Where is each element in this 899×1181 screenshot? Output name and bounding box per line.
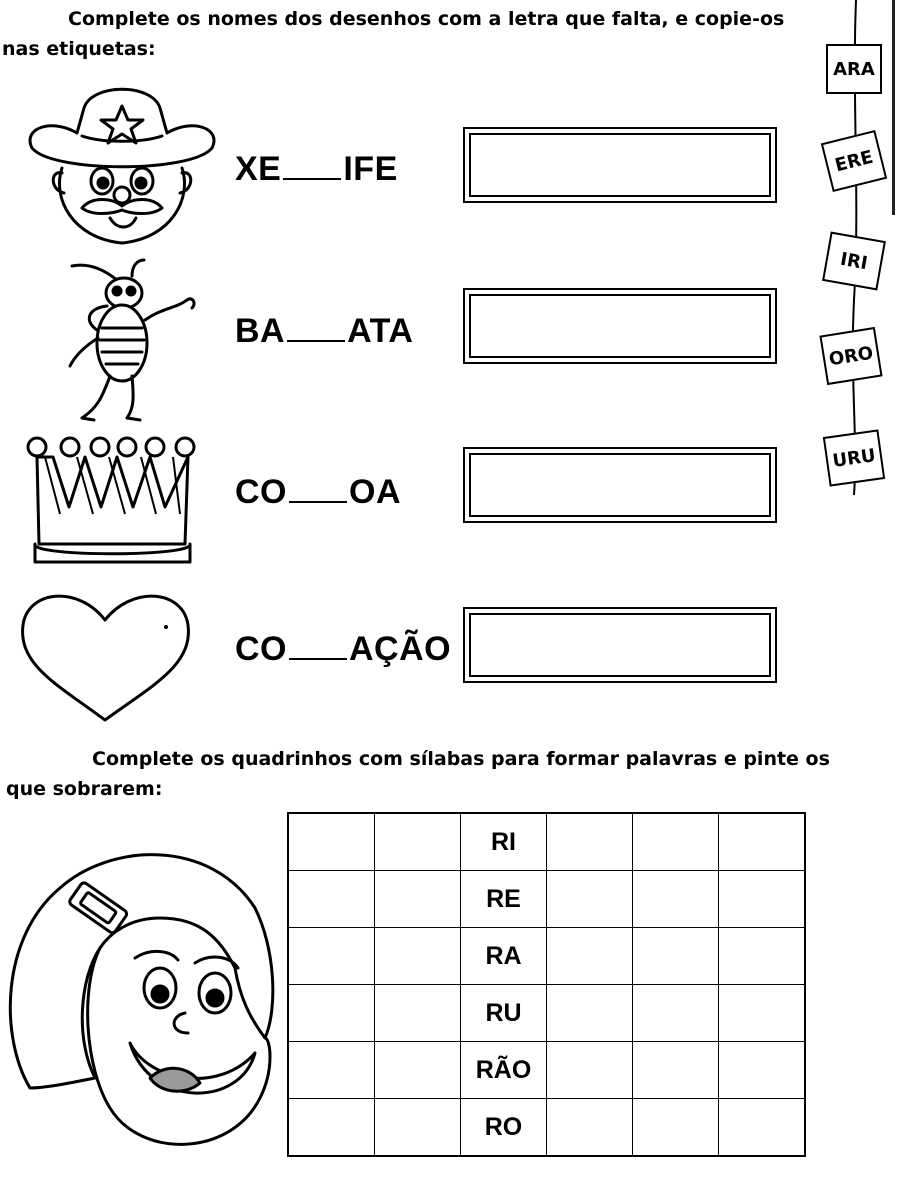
grid-cell[interactable]: RU [461,985,547,1042]
tag-ara: ARA [826,44,882,94]
answer-box-1[interactable] [463,127,777,203]
answer-box-2[interactable] [463,288,777,364]
word-3-prefix: CO [235,473,287,511]
cockroach-icon [62,258,212,428]
instruction-line-2: nas etiquetas: [2,38,156,60]
grid-cell[interactable] [288,928,375,985]
grid-cell[interactable] [375,928,461,985]
grid-cell[interactable] [547,1042,633,1099]
grid-row [288,928,805,985]
word-2 [235,312,413,351]
grid-row [288,985,805,1042]
girl-face-icon [0,838,285,1168]
grid-cell[interactable] [719,985,806,1042]
grid-cell[interactable] [288,1042,375,1099]
word-1-prefix: XE [235,150,282,188]
grid-cell[interactable] [375,1042,461,1099]
word-1-blank[interactable] [283,158,341,180]
syllable-grid [287,812,806,1157]
grid-cell[interactable] [719,928,806,985]
grid-cell[interactable] [719,1099,806,1157]
grid-row [288,1042,805,1099]
grid-cell[interactable] [633,813,719,871]
grid-cell[interactable] [719,1042,806,1099]
grid-row [288,871,805,928]
tag-ere: ERE [821,130,887,192]
grid-cell[interactable]: RA [461,928,547,985]
grid-cell[interactable]: RÃO [461,1042,547,1099]
grid-cell[interactable] [375,1099,461,1157]
grid-cell[interactable] [547,1099,633,1157]
instruction-line-1: Complete os nomes dos desenhos com a letra que falta, e copie-os [68,8,785,30]
grid-row [288,1099,805,1157]
word-4-blank[interactable] [289,638,347,660]
grid-cell[interactable] [719,871,806,928]
word-4-suffix: AÇÃO [349,630,452,668]
grid-cell[interactable] [288,813,375,871]
grid-row [288,813,805,871]
grid-cell[interactable] [288,1099,375,1157]
word-3-suffix: OA [349,473,401,511]
grid-cell[interactable] [633,928,719,985]
heart-icon [18,585,193,725]
tag-iri: IRI [822,232,886,291]
word-4-prefix: CO [235,630,287,668]
grid-cell[interactable] [633,985,719,1042]
page-edge [884,0,895,215]
grid-cell[interactable] [547,871,633,928]
tag-oro: ORO [819,327,882,385]
word-2-blank[interactable] [287,320,345,342]
answer-box-3[interactable] [463,447,777,523]
grid-cell[interactable] [547,928,633,985]
instruction2-line-1: Complete os quadrinhos com sílabas para formar palavras e pinte os [92,748,830,770]
tag-uru: URU [823,429,885,486]
grid-cell[interactable] [375,813,461,871]
grid-cell[interactable] [633,871,719,928]
grid-cell[interactable] [288,871,375,928]
word-2-prefix: BA [235,312,286,350]
word-3 [235,473,401,512]
grid-cell[interactable]: RE [461,871,547,928]
word-1-suffix: IFE [343,150,398,188]
crown-icon [25,432,200,572]
grid-cell[interactable] [719,813,806,871]
word-3-blank[interactable] [289,481,347,503]
grid-cell[interactable] [288,985,375,1042]
grid-cell[interactable]: RO [461,1099,547,1157]
grid-cell[interactable] [375,871,461,928]
grid-cell[interactable] [375,985,461,1042]
word-1 [235,150,398,189]
word-2-suffix: ATA [347,312,414,350]
grid-cell[interactable] [547,985,633,1042]
grid-cell[interactable] [633,1042,719,1099]
instruction2-line-2: que sobrarem: [6,778,163,800]
grid-cell[interactable] [633,1099,719,1157]
word-4 [235,630,451,669]
sheriff-icon [22,78,222,248]
grid-cell[interactable]: RI [461,813,547,871]
answer-box-4[interactable] [463,607,777,683]
grid-cell[interactable] [547,813,633,871]
